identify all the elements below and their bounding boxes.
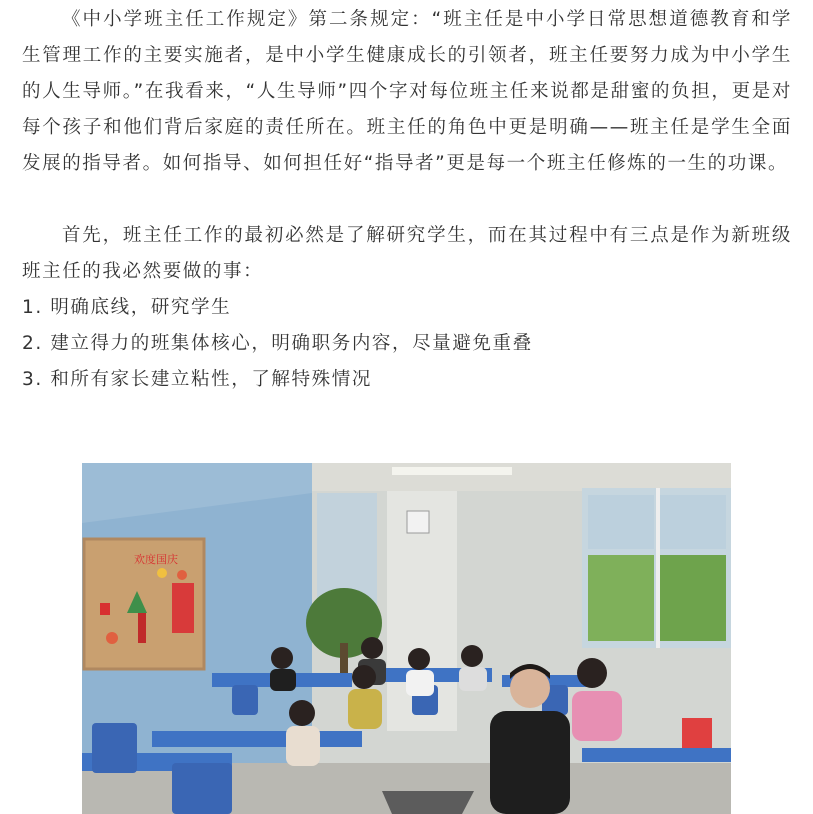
- list-item: 1. 明确底线，研究学生: [22, 297, 232, 318]
- board-heading: 欢度国庆: [134, 553, 178, 566]
- paragraph-first-steps: 首先，班主任工作的最初必然是了解研究学生，而在其过程中有三点是作为新班级班主任的我必然要做的事：: [22, 225, 792, 282]
- classroom-photo: [82, 463, 731, 814]
- task-list: [22, 290, 792, 398]
- list-item: 3. 和所有家长建立粘性，了解特殊情况: [22, 369, 372, 390]
- paragraph-regulation-quote: 《中小学班主任工作规定》第二条规定：“班主任是中小学日常思想道德教育和学生管理工作的主要实施者，是中小学生健康成长的引领者，班主任要努力成为中小学生的人生导师。”在我看来，“人生导师”四个字对每位班主任来说都是甜蜜的负担，更是对每个孩子和他们背后家庭的责任所在。班主任的角色中更是明确——班主任是学生全面发展的指导者。如何指导、如何担任好“指导者”更是每一个班主任修炼的一生的功课。: [22, 9, 792, 174]
- article-body: [22, 0, 792, 398]
- list-item: 2. 建立得力的班集体核心，明确职务内容，尽量避免重叠: [22, 333, 533, 354]
